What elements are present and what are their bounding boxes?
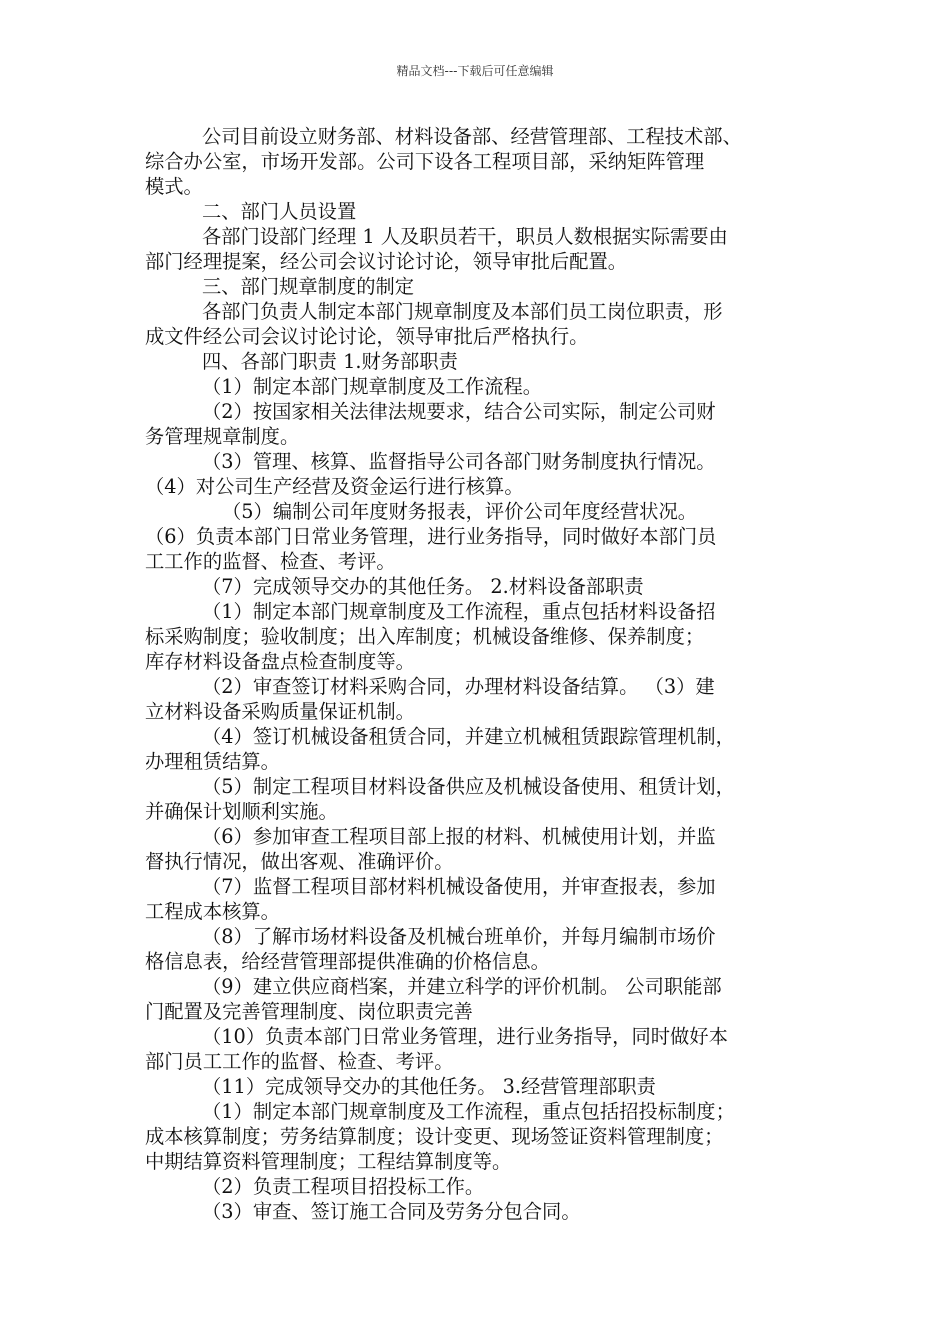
text-line: （9）建立供应商档案，并建立科学的评价机制。 公司职能部 — [202, 975, 722, 998]
text-line: 中期结算资料管理制度；工程结算制度等。 — [145, 1150, 512, 1173]
section-heading: 二、部门人员设置 — [202, 200, 357, 223]
text-line: （5）编制公司年度财务报表，评价公司年度经营状况。 — [222, 500, 698, 523]
text-line: （6）参加审查工程项目部上报的材料、机械使用计划，并监 — [202, 825, 716, 848]
text-line: 各部门负责人制定本部门规章制度及本部们员工岗位职责，形 — [202, 300, 723, 323]
text-line: 综合办公室，市场开发部。公司下设各工程项目部，采纳矩阵管理 — [145, 150, 705, 173]
text-line: （1）制定本部门规章制度及工作流程，重点包括招投标制度； — [202, 1100, 735, 1123]
text-line: （3）管理、核算、监督指导公司各部门财务制度执行情况。 — [202, 450, 716, 473]
text-line: （3）审查、签订施工合同及劳务分包合同。 — [202, 1200, 581, 1223]
text-line: 门配置及完善管理制度、岗位职责完善 — [145, 1000, 473, 1023]
text-line: （4）对公司生产经营及资金运行进行核算。 — [145, 475, 524, 498]
text-line: （11）完成领导交办的其他任务。 3.经营管理部职责 — [202, 1075, 656, 1098]
text-line: 工工作的监督、检查、考评。 — [145, 550, 396, 573]
text-line: 成本核算制度；劳务结算制度；设计变更、现场签证资料管理制度； — [145, 1125, 724, 1148]
text-line: （5）制定工程项目材料设备供应及机械设备使用、租赁计划， — [202, 775, 735, 798]
text-line: （2）按国家相关法律法规要求，结合公司实际，制定公司财 — [202, 400, 716, 423]
text-line: （2）负责工程项目招投标工作。 — [202, 1175, 485, 1198]
text-line: 务管理规章制度。 — [145, 425, 300, 448]
text-line: （10）负责本部门日常业务管理，进行业务指导，同时做好本 — [202, 1025, 728, 1048]
text-line: 各部门设部门经理 1 人及职员若干，职员人数根据实际需要由 — [202, 225, 728, 248]
text-line: 部门经理提案，经公司会议讨论讨论，领导审批后配置。 — [145, 250, 628, 273]
section-heading: 四、各部门职责 1.财务部职责 — [202, 350, 458, 373]
text-line: 并确保计划顺利实施。 — [145, 800, 338, 823]
section-heading: 三、部门规章制度的制定 — [202, 275, 415, 298]
text-line: （1）制定本部门规章制度及工作流程。 — [202, 375, 543, 398]
text-line: 工程成本核算。 — [145, 900, 280, 923]
text-line: （6）负责本部门日常业务管理，进行业务指导，同时做好本部门员 — [145, 525, 717, 548]
text-line: 格信息表，给经营管理部提供准确的价格信息。 — [145, 950, 550, 973]
text-line: 库存材料设备盘点检查制度等。 — [145, 650, 415, 673]
text-line: 督执行情况，做出客观、准确评价。 — [145, 850, 454, 873]
text-line: 部门员工工作的监督、检查、考评。 — [145, 1050, 454, 1073]
text-line: 办理租赁结算。 — [145, 750, 280, 773]
page-header: 精品文档---下载后可任意编辑 — [396, 64, 554, 78]
text-line: （7）监督工程项目部材料机械设备使用，并审查报表，参加 — [202, 875, 716, 898]
text-line: （4）签订机械设备租赁合同，并建立机械租赁跟踪管理机制， — [202, 725, 735, 748]
text-line: 模式。 — [145, 175, 203, 198]
text-line: （8）了解市场材料设备及机械台班单价，并每月编制市场价 — [202, 925, 716, 948]
text-line: （7）完成领导交办的其他任务。 2.材料设备部职责 — [202, 575, 644, 598]
text-line: （2）审查签订材料采购合同，办理材料设备结算。 （3）建 — [202, 675, 715, 698]
text-line: 成文件经公司会议讨论讨论，领导审批后严格执行。 — [145, 325, 589, 348]
text-line: 标采购制度；验收制度；出入库制度；机械设备维修、保养制度； — [145, 625, 705, 648]
text-line: （1）制定本部门规章制度及工作流程，重点包括材料设备招 — [202, 600, 716, 623]
text-line: 立材料设备采购质量保证机制。 — [145, 700, 415, 723]
text-line: 公司目前设立财务部、材料设备部、经营管理部、工程技术部、 — [202, 125, 742, 148]
